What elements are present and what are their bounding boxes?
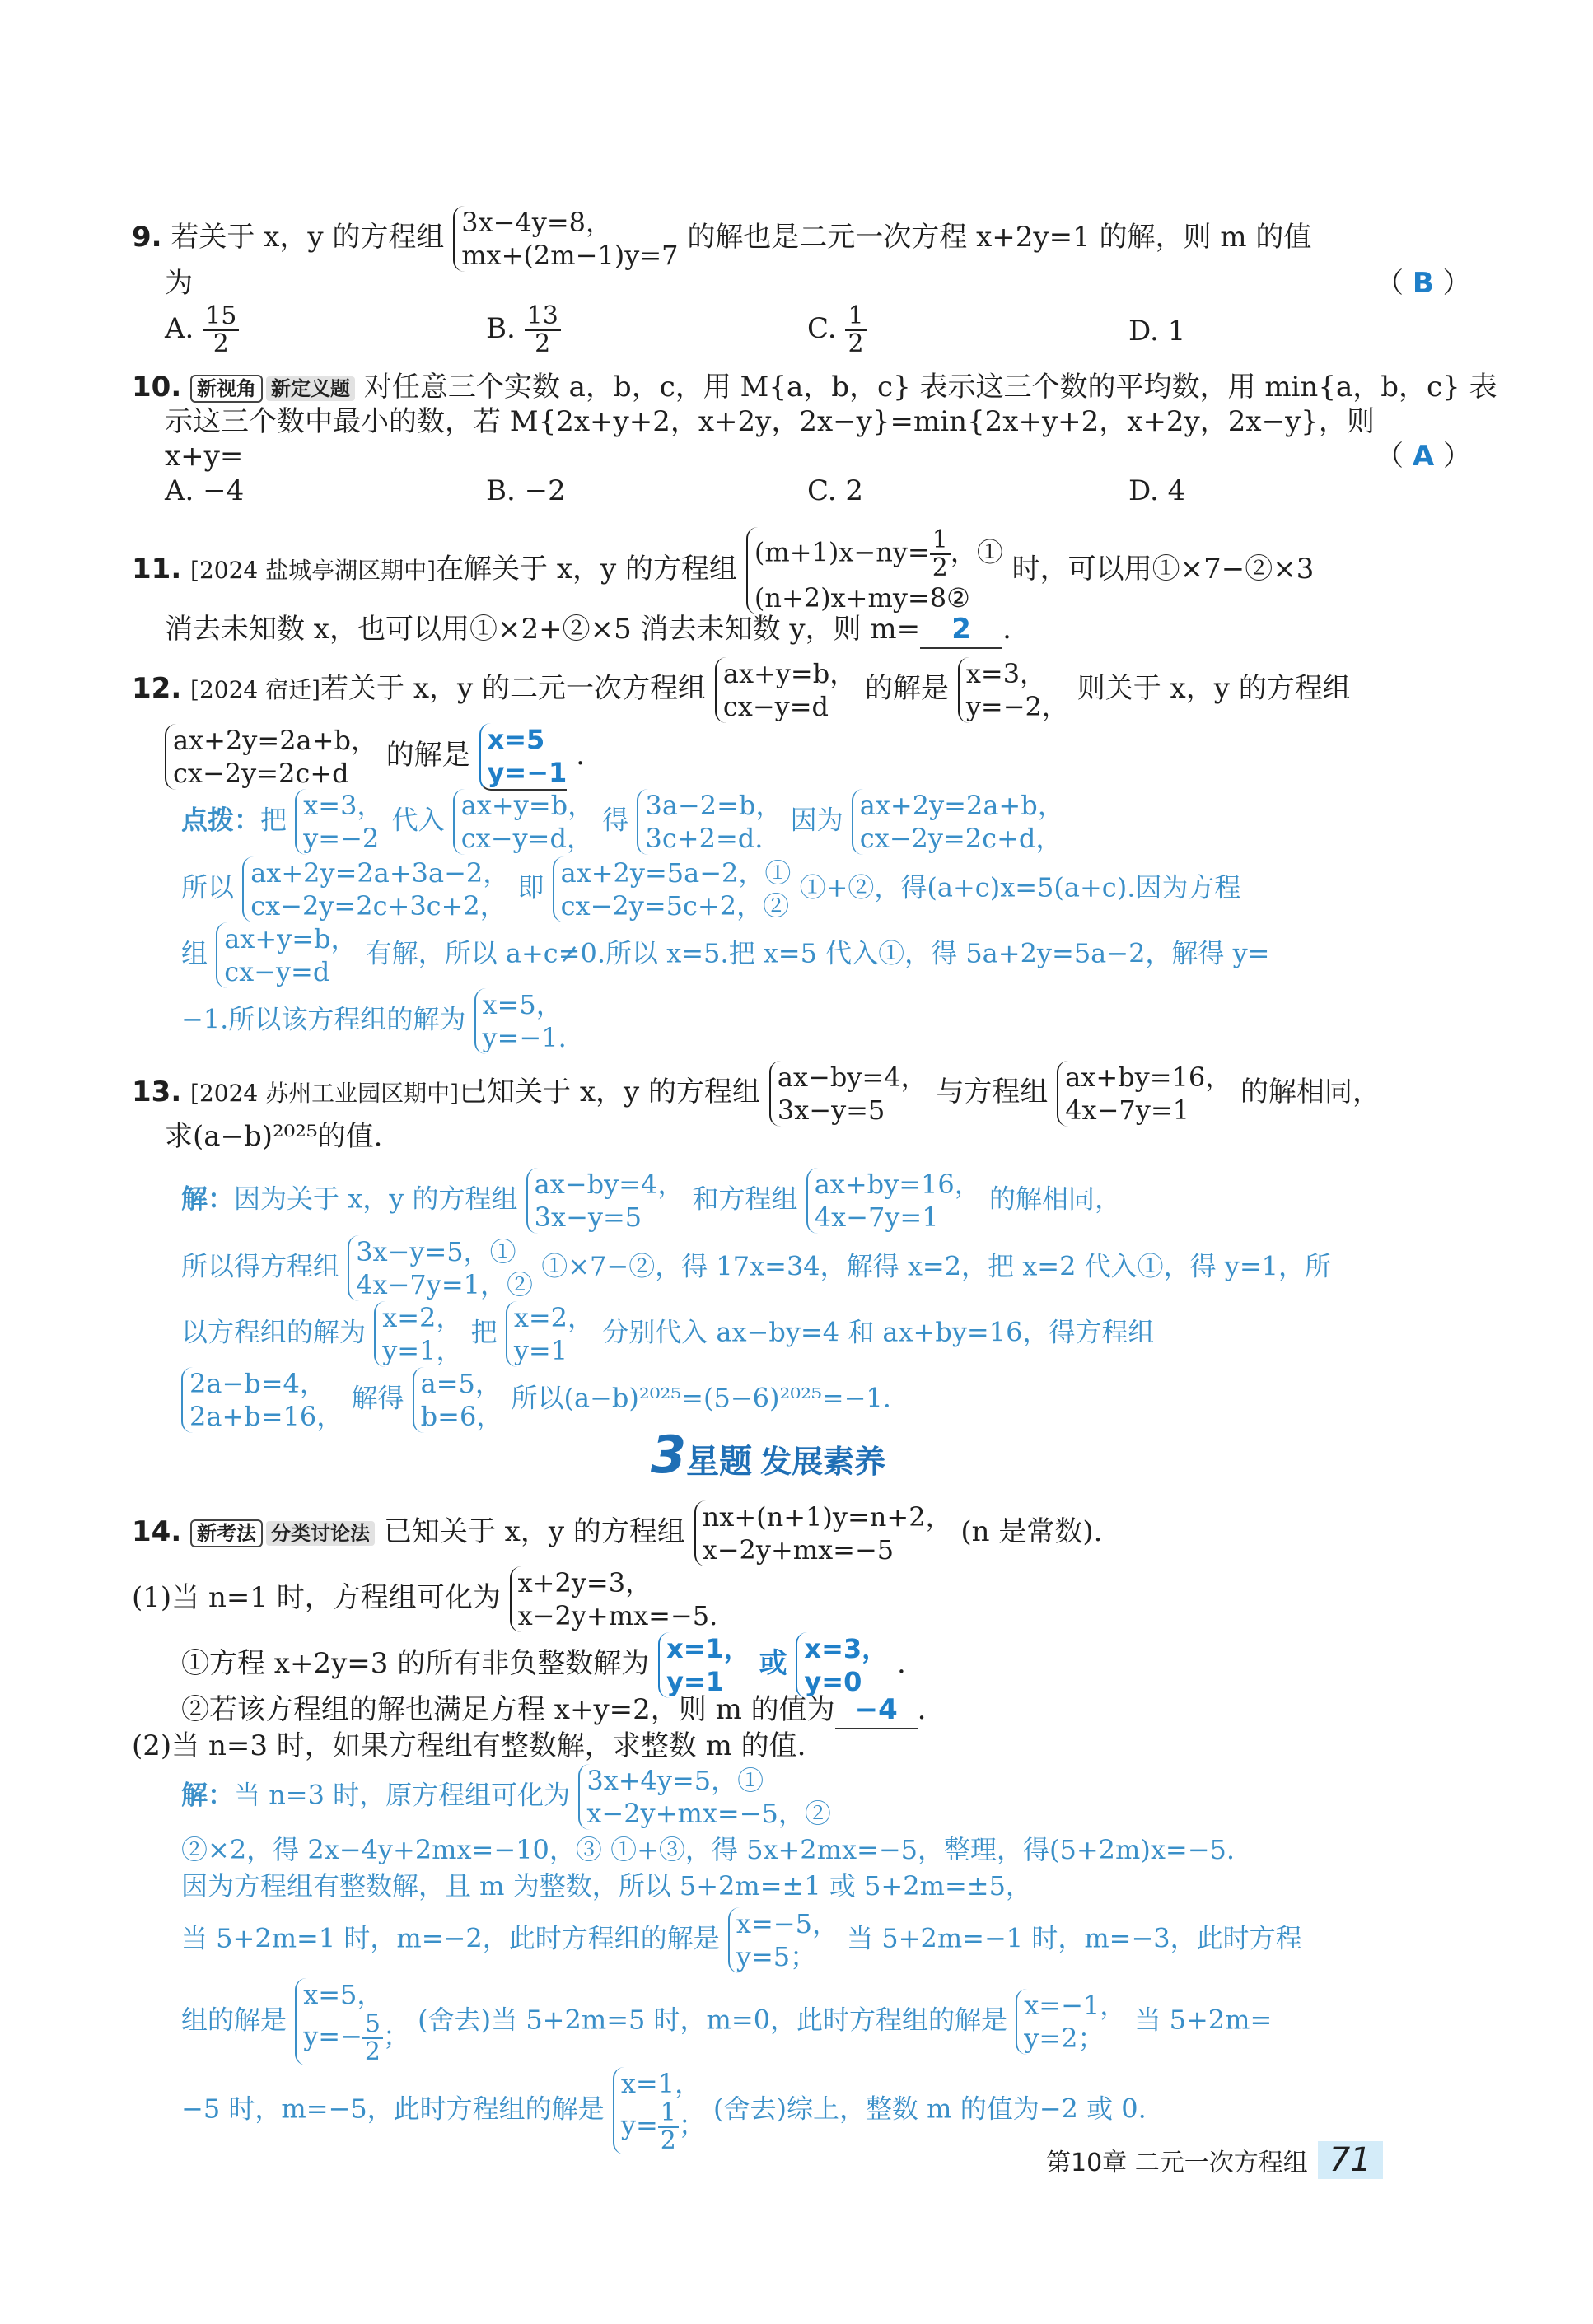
q12-h-l3e1: ax+y=b，: [224, 923, 357, 954]
q13-s-l1e: [526, 1168, 684, 1234]
q13-s-l2e1: 3x−y=5，①: [356, 1236, 516, 1267]
q14-p1a-text: ①方程 x+2y=3 的所有非负整数解为: [181, 1647, 650, 1680]
q13-post: 的解相同，: [1240, 1076, 1381, 1108]
q12-h-l4e1: x=5，: [482, 989, 563, 1020]
q9-b-num: 13: [525, 303, 561, 331]
q13-sol-line4: [181, 1367, 891, 1433]
q14-p1b-text: ②若该方程组的解也满足方程 x+y=2，则 m 的值为: [181, 1693, 835, 1726]
q14-s-l4e2: y=5；: [736, 1941, 817, 1972]
q13-s-l2a: 所以得方程组: [181, 1250, 340, 1282]
q14-p1e1: x+2y=3，: [517, 1567, 652, 1598]
q12-number: 12.: [132, 672, 182, 705]
q14-p1-text: (1)当 n=1 时，方程组可化为: [132, 1581, 501, 1614]
q12-s1: x=3，: [965, 658, 1047, 689]
q13-s-l1f2: 4x−7y=1: [814, 1202, 939, 1233]
q11-eq1: [754, 527, 1003, 581]
q9-system: [453, 206, 678, 272]
q9-choice-a-frac: [203, 303, 239, 357]
q14-p1a-s2: y=1: [666, 1666, 724, 1697]
q14-s-l5e2a: y=−: [303, 2020, 362, 2052]
q11-system: [746, 527, 1003, 614]
q13-s-l4e1: 2a−b=4，: [189, 1368, 326, 1399]
q13-s-l4b: 所以(a−b)²⁰²⁵=(5−6)²⁰²⁵=−1.: [511, 1382, 891, 1414]
q9-answer: B: [1412, 267, 1434, 300]
q12-h-l2b: 即: [517, 871, 544, 903]
q13-s-l2e: [348, 1235, 533, 1301]
q13-s-l3a: 以方程组的解为: [181, 1316, 367, 1348]
q10-choice-d: D. 4: [1128, 474, 1186, 507]
q14-eq1: nx+(n+1)y=n+2，: [702, 1501, 952, 1533]
q9-c-den: 2: [848, 329, 864, 358]
q12-system1: [715, 657, 856, 723]
q12-line1: [132, 657, 1351, 723]
q10-text2: 示这三个数中最小的数，若 M{2x+y+2，x+2y，2x−y}=min{2x+y+2，x+2y，2x−y}，则: [165, 405, 1375, 438]
q13-s-l3c: 分别代入 ax−by=4 和 ax+by=16，得方程组: [602, 1316, 1155, 1348]
q12-h-l1s2: y=−2: [303, 823, 380, 854]
q12-end: .: [576, 739, 585, 772]
q14-p1a-s: [658, 1632, 750, 1698]
q12-h-l3e2: cx−y=d: [224, 956, 330, 987]
q14-s-l2: ②×2，得 2x−4y+2mx=−10，③ ①+③，得 5x+2mx=−5，整理，得(5+2m)x=−5.: [181, 1834, 1236, 1865]
q13-number: 13.: [132, 1076, 182, 1108]
q14-p1-system: [510, 1566, 718, 1632]
q13-pre: 已知关于 x，y 的方程组: [459, 1076, 761, 1108]
q12-answer: [479, 723, 568, 791]
q14-p1a-end: .: [896, 1647, 906, 1680]
q12-s2: y=−2，: [965, 691, 1068, 722]
q11-line2: [165, 611, 1011, 649]
q10-choice-c: C. 2: [807, 474, 864, 507]
q13-s-l3f: [506, 1301, 594, 1367]
q12-mid: 的解是: [865, 672, 950, 705]
q14-p1: [132, 1566, 717, 1632]
q14-p1e2: x−2y+mx=−5.: [517, 1600, 718, 1631]
q14-sol-line5: [181, 1978, 1272, 2065]
q13-eq3: ax+by=16，: [1065, 1062, 1232, 1093]
q14-line1: [132, 1500, 1102, 1566]
q14-p1a-t1: x=3，: [804, 1633, 889, 1664]
q14-s-l6e2b: ；: [678, 2109, 705, 2141]
q9-choice-a-label: A.: [165, 312, 194, 345]
q9-choice-a: [165, 303, 239, 357]
q13-s-l1e2: 3x−y=5: [534, 1202, 642, 1233]
q12-h-l1e2: cx−y=d，: [460, 823, 593, 854]
q10-answer: A: [1412, 440, 1435, 473]
q9-answer-bracket: （ B ）: [1376, 267, 1471, 300]
q12-h-l3a: 组: [181, 937, 208, 969]
q11-text2: 消去未知数 x，也可以用①×2+②×5 消去未知数 y，则 m=: [165, 613, 921, 646]
q12-h-l1s: [295, 789, 383, 855]
q12-hint-line2: [181, 856, 1240, 922]
q14-s-l6a: −5 时，m=−5，此时方程组的解是: [181, 2093, 605, 2125]
q12-h-l1d: 因为: [790, 804, 843, 836]
q12-h-l2a: 所以: [181, 871, 235, 903]
chapter-label: 第10章 二元一次方程组: [1046, 2149, 1308, 2177]
q14-p1a-t: [796, 1632, 888, 1698]
q10-answer-bracket: （ A ）: [1376, 440, 1471, 473]
q14-sol-label: 解：: [181, 1779, 235, 1811]
q11-eq1-num: 1: [930, 527, 951, 555]
q14-s-l5e1: x=5，: [303, 1979, 384, 2010]
q12-h-l1b: 代入: [391, 804, 445, 836]
q9-pre: 若关于 x，y 的方程组: [171, 221, 445, 254]
q14-s-l1e2: x−2y+mx=−5，②: [586, 1798, 831, 1829]
q14-s-l6e2: [621, 2100, 705, 2154]
q12-eq4: cx−2y=2c+d: [173, 758, 349, 789]
q12-h-l1f2: 3c+2=d.: [645, 823, 764, 854]
q13-s-l3f2: y=1: [513, 1335, 568, 1366]
q14-p1a: [181, 1632, 906, 1698]
q14-p1a-t2: y=0: [804, 1666, 862, 1697]
q14-s-l3: 因为方程组有整数解，且 m 为整数，所以 5+2m=±1 或 5+2m=±5，: [181, 1870, 1032, 1902]
q11-eq1a: (m+1)x−ny=: [754, 536, 930, 568]
q13-s-l1a: 因为关于 x，y 的方程组: [234, 1183, 518, 1215]
q13-eq4: 4x−7y=1: [1065, 1094, 1190, 1126]
q14-s-l1e1: 3x+4y=5，①: [586, 1765, 764, 1796]
q14-sol-line4: [181, 1907, 1302, 1973]
q14-pre: 已知关于 x，y 的方程组: [383, 1515, 685, 1548]
q14-tag: 新考法: [190, 1519, 263, 1547]
q13-sol-line1: [181, 1168, 1121, 1234]
q12-h-l2e2: cx−2y=2c+3c+2，: [250, 890, 507, 922]
q11-line1: [132, 527, 1314, 614]
q9-line2: 为: [165, 267, 193, 300]
q9-choice-b-frac: [525, 303, 561, 357]
q10-text3: x+y=: [165, 440, 244, 473]
q14-s-l6e: [613, 2067, 705, 2154]
q14-system: [694, 1500, 952, 1566]
page-footer: [1046, 2141, 1383, 2179]
q14-s-l5-num: 5: [362, 2011, 383, 2039]
q12-ans2: y=−1: [487, 757, 568, 788]
q12-line2: [165, 723, 585, 791]
q12-h-l2f2: cx−2y=5c+2，②: [560, 890, 790, 922]
q13-s-l3e: [374, 1301, 462, 1367]
q12-h-l1f1: 3a−2=b，: [645, 790, 782, 821]
q12-h-l1g1: ax+2y=2a+b，: [859, 790, 1064, 821]
q14-s-l5-frac: [362, 2011, 383, 2065]
q10-number: 10.: [132, 371, 182, 404]
q13-sol-line3: [181, 1301, 1154, 1367]
q13-s-l4f1: a=5，: [420, 1368, 502, 1399]
q12-h-l2f1: ax+2y=5a−2，①: [560, 857, 792, 889]
q12-source: [2024 宿迁]: [190, 676, 321, 703]
q12-h-l4e2: y=−1.: [482, 1022, 567, 1053]
q9-line1: [132, 206, 1311, 272]
q9-c-num: 1: [845, 303, 866, 331]
section-header: [651, 1425, 885, 1485]
q12-h-l3e: [216, 922, 357, 988]
q12-hint-label: 点拨：: [181, 804, 261, 836]
q12-eq1: ax+y=b，: [722, 658, 857, 689]
q13-s-l1f1: ax+by=16，: [814, 1169, 981, 1200]
q9-choice-b-label: B.: [486, 312, 516, 345]
q12-hint-line4: [181, 988, 567, 1054]
q12-hint-line3: [181, 922, 1270, 988]
q12-h-l2e1: ax+2y=2a+3a−2，: [250, 857, 510, 889]
q14-number: 14.: [132, 1515, 182, 1548]
q13-eq2: 3x−y=5: [777, 1094, 885, 1126]
q14-sol-line1: [181, 1764, 831, 1830]
q11-number: 11.: [132, 553, 182, 586]
q9-choice-b: [486, 303, 561, 357]
q13-s-l3f1: x=2，: [513, 1302, 595, 1333]
q13-s-l1e1: ax−by=4，: [534, 1169, 684, 1200]
q13-s-l4e: [181, 1367, 343, 1433]
q11-answer: 2: [920, 611, 1002, 649]
q14-s-l6-frac: [658, 2100, 679, 2154]
q13-source: [2024 苏州工业园区期中]: [190, 1080, 460, 1107]
q12-mid2: 的解是: [385, 739, 470, 772]
q9-choice-c: [807, 303, 867, 357]
q13-system2: [1057, 1061, 1231, 1127]
q9-post: 的解也是二元一次方程 x+2y=1 的解，则 m 的值: [687, 221, 1312, 254]
q13-s-l4f2: b=6，: [420, 1401, 503, 1432]
q9-eq1: 3x−4y=8，: [461, 207, 613, 238]
q12-h-l3b: 有解，所以 a+c≠0.所以 x=5.把 x=5 代入①，得 5a+2y=5a−2，解得 y=: [365, 937, 1270, 969]
q14-p1b-answer: −4: [835, 1692, 918, 1729]
q14-sol-line6: [181, 2067, 1147, 2154]
q12-h-l1e: [453, 789, 594, 855]
q12-solution1: [958, 657, 1068, 723]
q13-s-l3e2: y=1，: [382, 1335, 463, 1366]
q14-s-l4e1: x=−5，: [736, 1908, 839, 1939]
q10-tag: 新视角: [190, 375, 263, 403]
q12-h-l1s1: x=3，: [303, 790, 384, 821]
q13-sol-label: 解：: [181, 1183, 235, 1215]
q12-h-l1c: 得: [602, 804, 629, 836]
q14-s-l4b: 当 5+2m=−1 时，m=−3，此时方程: [847, 1922, 1302, 1954]
q12-eq3: ax+2y=2a+b，: [173, 725, 377, 756]
q13-system1: [769, 1061, 927, 1127]
q11-eq2: (n+2)x+my=8②: [754, 582, 970, 614]
q12-h-l2c: ①+②，得(a+c)x=5(a+c).因为方程: [799, 871, 1241, 903]
q12-h-l2f: [553, 856, 792, 922]
q11-post: 时，可以用①×7−②×3: [1011, 553, 1315, 586]
q13-s-l3b: 把: [470, 1316, 498, 1348]
page-number: 71: [1318, 2141, 1383, 2179]
q13-s-l2b: ①×7−②，得 17x=34，解得 x=2，把 x=2 代入①，得 y=1，所: [541, 1250, 1332, 1282]
q14-s-l6-den: 2: [660, 2126, 676, 2155]
q9-choice-c-label: C.: [807, 312, 837, 345]
q14-s-l5b: (舍去)当 5+2m=5 时，m=0，此时方程组的解是: [418, 2004, 1008, 2036]
q12-h-l2e: [242, 856, 509, 922]
q13-s-l1f: [806, 1168, 981, 1234]
q11-end: .: [1002, 613, 1011, 646]
q12-post: 则关于 x，y 的方程组: [1077, 672, 1351, 705]
q9-choice-c-frac: [845, 303, 866, 357]
section-star: 星题: [686, 1443, 753, 1481]
q14-p2: (2)当 n=3 时，如果方程组有整数解，求整数 m 的值.: [132, 1729, 806, 1762]
q10-text1: 对任意三个实数 a，b，c，用 M{a，b，c} 表示这三个数的平均数，用 min{a，b，c} 表: [363, 371, 1497, 404]
q9-eq2: mx+(2m−1)y=7: [461, 240, 679, 271]
q13-s-l1b: 和方程组: [692, 1183, 798, 1215]
q14-p1a-or: 或: [759, 1647, 787, 1680]
q13-s-l4e2: 2a+b=16，: [189, 1401, 343, 1432]
q13-s-l3e1: x=2，: [382, 1302, 463, 1333]
q14-post: (n 是常数).: [960, 1515, 1103, 1548]
q9-b-den: 2: [535, 329, 551, 358]
q14-s-l5c: 当 5+2m=: [1134, 2004, 1273, 2036]
q10-line1: [132, 369, 1497, 405]
q14-s-l5-den: 2: [364, 2037, 381, 2066]
q12-ans1: x=5: [487, 724, 545, 755]
q14-s-l5f2: y=2；: [1024, 2023, 1105, 2054]
q10-choice-a: A. −4: [165, 474, 245, 507]
q11-eq1b: ，①: [950, 536, 1003, 568]
q12-h-l4e: [474, 988, 567, 1054]
q14-p1b-end: .: [917, 1693, 927, 1726]
q14-s-l6e2a: y=: [620, 2109, 658, 2141]
q14-s-l5e2b: ；: [382, 2020, 409, 2052]
q13-line1: [132, 1061, 1380, 1127]
q14-s-l6e1: x=1，: [620, 2068, 702, 2099]
q9-choice-d: D. 1: [1128, 315, 1186, 348]
q14-eq2: x−2y+mx=−5: [702, 1534, 895, 1566]
q14-s-l1a: 当 n=3 时，原方程组可化为: [234, 1779, 571, 1811]
q10-tag2: 新定义题: [266, 376, 355, 401]
q14-s-l5f: [1016, 1989, 1126, 2055]
q14-s-l5f1: x=−1，: [1024, 1990, 1127, 2021]
q12-pre: 若关于 x，y 的二元一次方程组: [320, 672, 707, 705]
q14-p1b: [181, 1692, 926, 1729]
q13-s-l1c: 的解相同，: [988, 1183, 1121, 1215]
q9-number: 9.: [132, 221, 162, 254]
q14-s-l6-num: 1: [658, 2100, 679, 2128]
q14-s-l5a: 组的解是: [181, 2004, 287, 2036]
q11-eq1-frac: [930, 527, 951, 581]
q12-h-l1e1: ax+y=b，: [460, 790, 595, 821]
q14-s-l5e: [295, 1978, 409, 2065]
q9-a-num: 15: [203, 303, 239, 331]
q11-pre: 在解关于 x，y 的方程组: [436, 553, 738, 586]
section-subtitle: 发展素养: [760, 1444, 886, 1480]
q14-tag2: 分类讨论法: [266, 1521, 375, 1546]
section-number: 3: [651, 1425, 687, 1485]
q13-s-l4f: [413, 1367, 503, 1433]
q13-s-l4a: 解得: [351, 1382, 404, 1414]
q13-mid: 与方程组: [936, 1076, 1049, 1108]
q11-eq1-den: 2: [932, 553, 948, 582]
q12-eq2: cx−y=d: [722, 691, 829, 722]
q13-eq1: ax−by=4，: [777, 1062, 927, 1093]
q9-a-den: 2: [213, 329, 229, 358]
q12-h-l1f: [637, 789, 782, 855]
q12-h-l1a: 把: [260, 804, 287, 836]
q14-s-l4e: [728, 1907, 839, 1973]
q11-source: [2024 盐城亭湖区期中]: [190, 557, 437, 584]
q10-choice-b: B. −2: [486, 474, 566, 507]
q14-s-l1e: [578, 1764, 831, 1830]
q13-line2: 求(a−b)²⁰²⁵的值.: [165, 1120, 383, 1153]
q14-p1a-s1: x=1，: [666, 1633, 750, 1664]
q14-s-l6b: (舍去)综上，整数 m 的值为−2 或 0.: [713, 2093, 1147, 2125]
q12-h-l1g2: cx−2y=2c+d，: [859, 823, 1063, 854]
q12-hint-line1: [181, 789, 1064, 855]
q14-s-l5e2: [303, 2011, 409, 2065]
q13-sol-line2: [181, 1235, 1331, 1301]
q13-s-l2e2: 4x−7y=1，②: [356, 1269, 534, 1300]
q14-s-l4a: 当 5+2m=1 时，m=−2，此时方程组的解是: [181, 1922, 720, 1954]
q12-system2: [165, 724, 377, 790]
q12-h-l1g: [852, 789, 1064, 855]
q12-h-l4a: −1.所以该方程组的解为: [181, 1003, 466, 1035]
